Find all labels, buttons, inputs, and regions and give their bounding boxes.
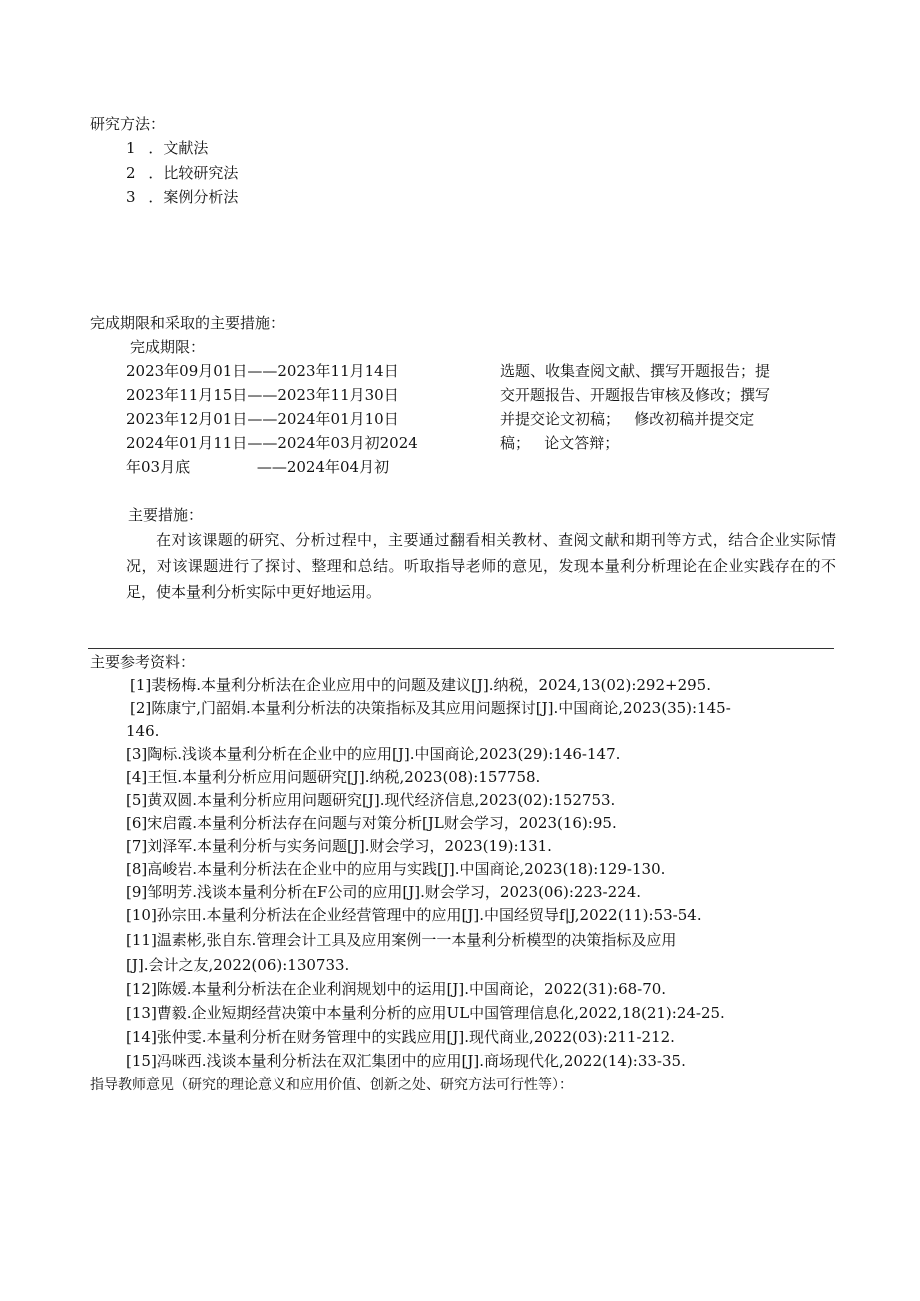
reference-line: [6]宋启霞.本量利分析法存在问题与对策分析[JL财会学习，2023(16):95. bbox=[126, 814, 617, 832]
measures-body: 在对该课题的研究、分析过程中，主要通过翻看相关教材、查阅文献和期刊等方式，结合企业实际情况，对该课题进行了探讨、整理和总结。听取指导老师的意见，发现本量利分析理论在企业实践存在的不足，使本量利分析实际中更好地运用。 bbox=[126, 531, 836, 601]
reference-line: [J].会计之友,2022(06):130733. bbox=[126, 956, 350, 974]
method-number: 3 bbox=[126, 188, 136, 206]
references-heading: 主要参考资料： bbox=[90, 653, 196, 671]
task-line: 稿； 论文答辩； bbox=[500, 434, 620, 452]
task-line: 交开题报告、开题报告审核及修改；撰写 bbox=[500, 386, 771, 404]
section-divider bbox=[88, 648, 834, 649]
reference-line: [10]孙宗田.本量利分析法在企业经营管理中的应用[J].中国经贸导f|J,2022(11):53-54. bbox=[126, 906, 702, 924]
reference-line: 146. bbox=[126, 722, 160, 740]
date-line: 2023年12月01日——2024年01月10日 bbox=[126, 410, 399, 428]
reference-line: [11]温素彬,张自东.管理会计工具及应用案例一一本量利分析模型的决策指标及应用 bbox=[126, 931, 677, 949]
reference-line: [9]邹明芳.浅谈本量利分析在F公司的应用[J].财会学习，2023(06):223-224. bbox=[126, 883, 642, 901]
method-item bbox=[126, 187, 238, 207]
reference-line: [8]高峻岩.本量利分析法在企业中的应用与实践[J].中国商论,2023(18):129-130. bbox=[126, 860, 666, 878]
method-label: ．案例分析法 bbox=[148, 188, 239, 206]
reference-line: [2]陈康宁,门韶娟.本量利分析法的决策指标及其应用问题探讨[J].中国商论,2023(35):145- bbox=[130, 699, 731, 717]
measures-heading: 主要措施： bbox=[128, 506, 204, 524]
reference-line: [14]张仲雯.本量利分析在财务管理中的实践应用[J].现代商业,2022(03):211-212. bbox=[126, 1028, 675, 1046]
reference-line: [4]王恒.本量利分析应用问题研究[J].纳税,2023(08):157758. bbox=[126, 768, 541, 786]
method-label: ．文献法 bbox=[148, 139, 209, 157]
schedule-subheading: 完成期限： bbox=[130, 338, 206, 356]
task-line: 选题、收集查阅文献、撰写开题报告；提 bbox=[500, 362, 771, 380]
advisor-heading: 指导教师意见（研究的理论意义和应用价值、创新之处、研究方法可行性等）： bbox=[90, 1077, 573, 1093]
reference-line: [15]冯咪西.浅谈本量利分析法在双汇集团中的应用[J].商场现代化,2022(14):33-35. bbox=[126, 1052, 686, 1070]
method-item bbox=[126, 163, 238, 183]
method-item bbox=[126, 138, 208, 158]
method-label: ．比较研究法 bbox=[148, 164, 239, 182]
reference-line: [3]陶标.浅谈本量利分析在企业中的应用[J].中国商论,2023(29):146-147. bbox=[126, 745, 621, 763]
methods-heading: 研究方法： bbox=[90, 115, 166, 133]
date-line: 2023年09月01日——2023年11月14日 bbox=[126, 362, 399, 380]
reference-line: [12]陈媛.本量利分析法在企业利润规划中的运用[J].中国商论，2022(31):68-70. bbox=[126, 980, 667, 998]
date-line: 2024年01月11日——2024年03月初2024 bbox=[126, 434, 418, 452]
method-number: 2 bbox=[126, 164, 136, 182]
date-line: 2023年11月15日——2023年11月30日 bbox=[126, 386, 399, 404]
date-line: 年03月底 ——2024年04月初 bbox=[126, 458, 390, 476]
reference-line: [5]黄双圆.本量利分析应用问题研究[J].现代经济信息,2023(02):152753. bbox=[126, 791, 616, 809]
reference-line: [1]裴杨梅.本量利分析法在企业应用中的问题及建议[J].纳税，2024,13(02):292+295. bbox=[130, 676, 711, 694]
reference-line: [7]刘泽军.本量利分析与实务问题[J].财会学习，2023(19):131. bbox=[126, 837, 552, 855]
task-line: 并提交论文初稿； 修改初稿并提交定 bbox=[500, 410, 755, 428]
reference-line: [13]曹毅.企业短期经营决策中本量利分析的应用UL中国管理信息化,2022,18(21):24-25. bbox=[126, 1004, 725, 1022]
schedule-heading: 完成期限和采取的主要措施： bbox=[90, 314, 286, 332]
method-number: 1 bbox=[126, 139, 136, 157]
